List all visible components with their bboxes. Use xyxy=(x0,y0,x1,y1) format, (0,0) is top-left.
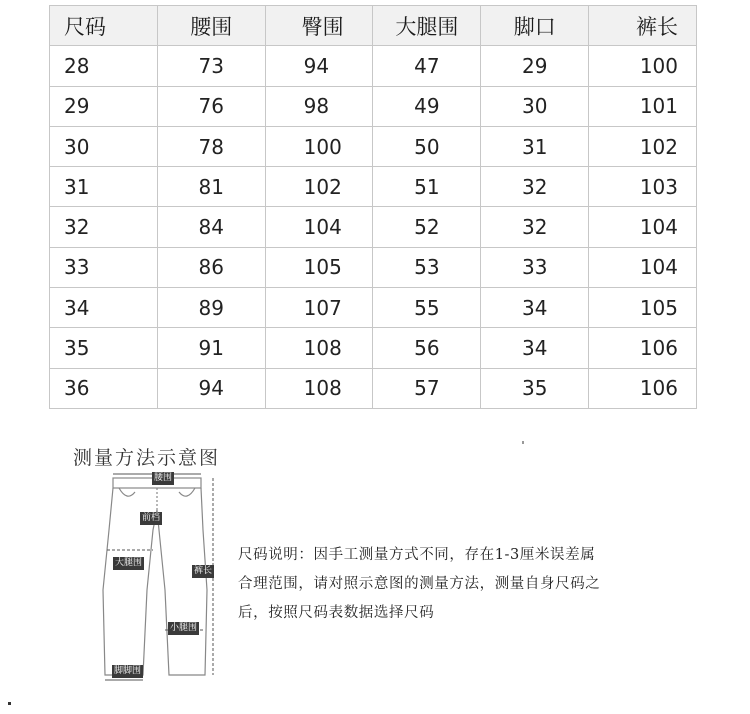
cell-hip: 104 xyxy=(265,207,373,247)
cell-hem: 32 xyxy=(481,207,589,247)
header-thigh: 大腿围 xyxy=(373,6,481,46)
cell-length: 105 xyxy=(589,288,697,328)
cell-hip: 100 xyxy=(265,126,373,166)
cell-length: 103 xyxy=(589,167,697,207)
cell-waist: 81 xyxy=(157,167,265,207)
cell-size: 30 xyxy=(50,126,158,166)
cell-waist: 89 xyxy=(157,288,265,328)
table-row xyxy=(50,167,697,207)
cell-thigh: 53 xyxy=(373,247,481,287)
table-row xyxy=(50,207,697,247)
cell-size: 32 xyxy=(50,207,158,247)
cell-hem: 35 xyxy=(481,368,589,408)
table-row xyxy=(50,86,697,126)
size-chart-table xyxy=(49,5,697,409)
cell-size: 35 xyxy=(50,328,158,368)
header-size: 尺码 xyxy=(50,6,158,46)
diagram-title: 测量方法示意图 xyxy=(73,447,221,469)
cell-size: 28 xyxy=(50,46,158,86)
table-row xyxy=(50,46,697,86)
size-note xyxy=(238,541,678,628)
header-hem: 脚口 xyxy=(481,6,589,46)
label-length: 裤长 xyxy=(194,566,213,576)
cell-thigh: 49 xyxy=(373,86,481,126)
cell-hem: 33 xyxy=(481,247,589,287)
cell-thigh: 56 xyxy=(373,328,481,368)
header-waist: 腰围 xyxy=(157,6,265,46)
cell-size: 34 xyxy=(50,288,158,328)
cell-hip: 108 xyxy=(265,368,373,408)
cell-length: 102 xyxy=(589,126,697,166)
cell-size: 31 xyxy=(50,167,158,207)
cell-thigh: 57 xyxy=(373,368,481,408)
cell-thigh: 51 xyxy=(373,167,481,207)
cell-length: 106 xyxy=(589,368,697,408)
cell-hem: 31 xyxy=(481,126,589,166)
note-line: 合理范围，请对照示意图的测量方法，测量自身尺码之 xyxy=(238,576,601,592)
header-length: 裤长 xyxy=(589,6,697,46)
table-row xyxy=(50,328,697,368)
cell-waist: 91 xyxy=(157,328,265,368)
cell-length: 100 xyxy=(589,46,697,86)
cell-hem: 30 xyxy=(481,86,589,126)
table-body xyxy=(50,46,697,409)
table-row xyxy=(50,247,697,287)
cell-thigh: 55 xyxy=(373,288,481,328)
cell-hip: 94 xyxy=(265,46,373,86)
cell-thigh: 47 xyxy=(373,46,481,86)
note-line: 后，按照尺码表数据选择尺码 xyxy=(238,605,435,621)
table-header-row xyxy=(50,6,697,46)
cell-length: 101 xyxy=(589,86,697,126)
label-hem: 脚脚围 xyxy=(114,666,142,676)
note-line: 尺码说明：因手工测量方式不同，存在1-3厘米误差属 xyxy=(238,547,596,563)
cell-size: 33 xyxy=(50,247,158,287)
cell-hip: 105 xyxy=(265,247,373,287)
table-row xyxy=(50,368,697,408)
cell-waist: 94 xyxy=(157,368,265,408)
header-hip: 臀围 xyxy=(265,6,373,46)
cell-hem: 34 xyxy=(481,288,589,328)
cell-hip: 108 xyxy=(265,328,373,368)
cell-length: 104 xyxy=(589,207,697,247)
cell-waist: 78 xyxy=(157,126,265,166)
cell-waist: 73 xyxy=(157,46,265,86)
label-front-rise: 前档 xyxy=(142,513,161,523)
cell-size: 29 xyxy=(50,86,158,126)
decorative-tick xyxy=(522,441,524,444)
label-calf-girth: 小腿围 xyxy=(170,623,198,633)
cell-waist: 84 xyxy=(157,207,265,247)
cell-hip: 98 xyxy=(265,86,373,126)
cell-hip: 102 xyxy=(265,167,373,207)
cell-thigh: 50 xyxy=(373,126,481,166)
cell-length: 106 xyxy=(589,328,697,368)
decorative-dot xyxy=(8,702,11,705)
table-row xyxy=(50,126,697,166)
cell-thigh: 52 xyxy=(373,207,481,247)
cell-waist: 86 xyxy=(157,247,265,287)
label-thigh-girth: 大腿围 xyxy=(115,558,143,568)
cell-hem: 34 xyxy=(481,328,589,368)
cell-hem: 29 xyxy=(481,46,589,86)
cell-length: 104 xyxy=(589,247,697,287)
cell-hip: 107 xyxy=(265,288,373,328)
cell-hem: 32 xyxy=(481,167,589,207)
table-row xyxy=(50,288,697,328)
label-waist: 腰围 xyxy=(154,473,173,483)
cell-size: 36 xyxy=(50,368,158,408)
cell-waist: 76 xyxy=(157,86,265,126)
